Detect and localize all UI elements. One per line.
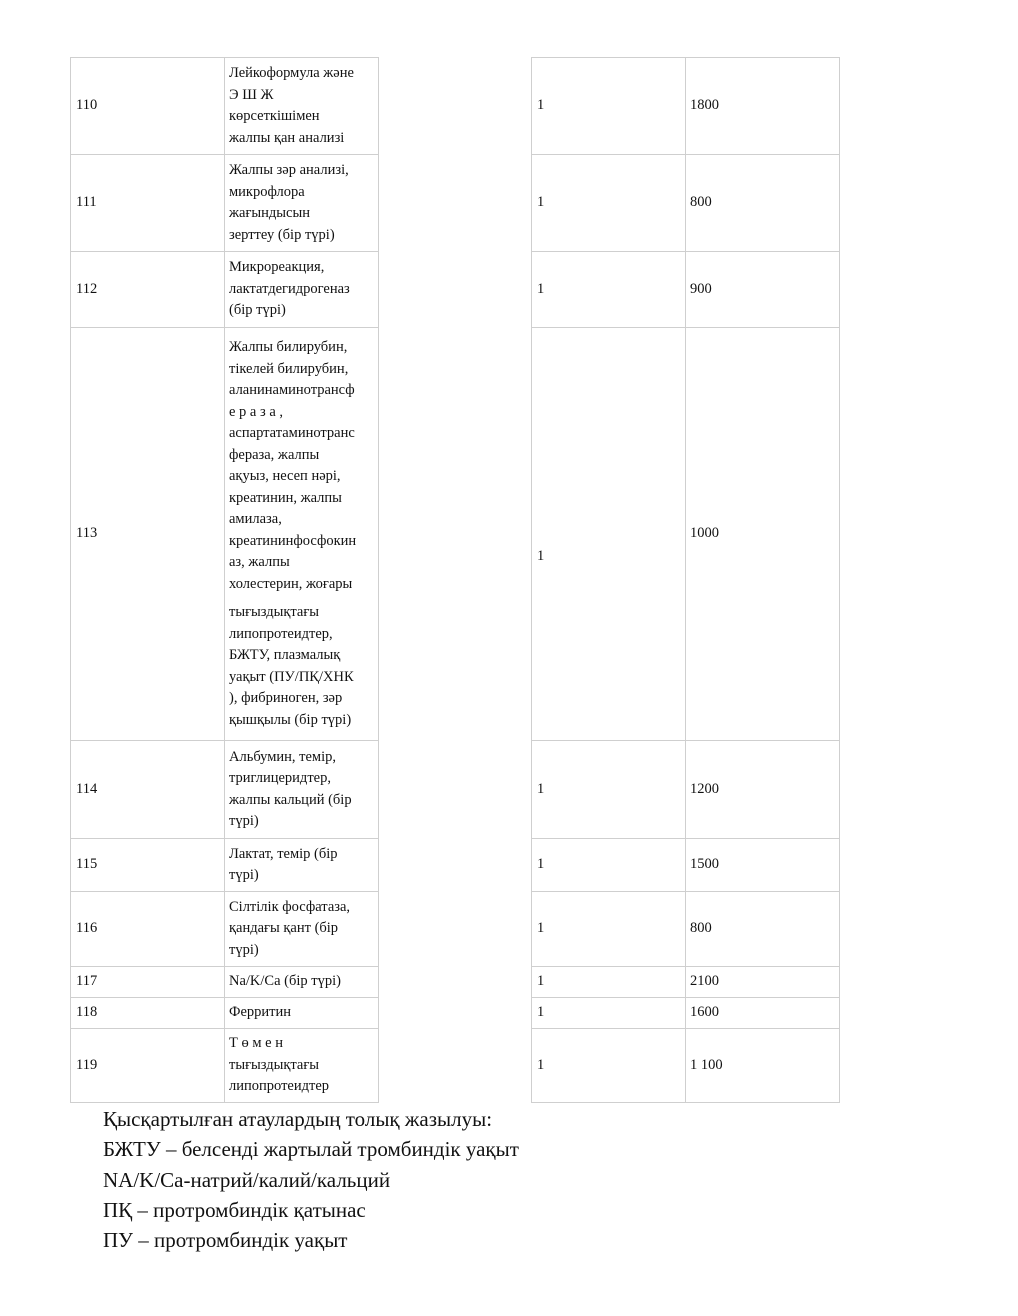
- service-name-cell: [224, 966, 379, 997]
- table-row: [70, 997, 840, 1028]
- table-row: [70, 251, 840, 327]
- quantity: 1: [531, 1028, 685, 1103]
- note-line: NA/K/Ca-натрий/калий/кальций: [103, 1167, 391, 1192]
- service-name: Т ө м е н тығыздықтағы липопротеидтер: [229, 1035, 330, 1095]
- service-name-continued: тығыздықтағы липопротеидтер, БЖТУ, плазмалық уақыт (ПУ/ПҚ/ХНК ), фибриноген, зәр қышқылы (бір түрі): [229, 604, 354, 728]
- service-name: Альбумин, темір, триглицеридтер, жалпы кальций (бір түрі): [229, 748, 352, 829]
- quantity: 1: [531, 251, 685, 327]
- table-row: [70, 327, 840, 740]
- price: 2100: [685, 966, 840, 997]
- price: 800: [685, 891, 840, 966]
- quantity: 1: [531, 740, 685, 838]
- service-name: Сілтілік фосфатаза, қандағы қант (бір түрі): [229, 898, 351, 958]
- price: 1200: [685, 740, 840, 838]
- service-name-cell: [224, 997, 379, 1028]
- note-line: БЖТУ – белсенді жартылай тромбиндік уақыт: [103, 1137, 519, 1162]
- service-name: Na/K/Ca (бір түрі): [229, 973, 341, 990]
- quantity: 1: [531, 997, 685, 1028]
- quantity: 1: [531, 966, 685, 997]
- row-number: 119: [70, 1028, 224, 1103]
- service-name-cell: [224, 327, 379, 740]
- service-name: Жалпы билирубин, тікелей билирубин, аланинаминотрансф е р а з а , аспартатаминотранс фераза, жалпы ақуыз, несеп нәрі, креатинин, жалпы амилаза, креатининфосфокин аз, жалпы холестерин, жоғары: [229, 339, 357, 592]
- row-number: 111: [70, 154, 224, 251]
- table-row: [70, 154, 840, 251]
- row-number: 112: [70, 251, 224, 327]
- service-name-cell: [224, 154, 379, 251]
- table-row: [70, 891, 840, 966]
- price-table: [70, 57, 840, 1103]
- service-name: Лейкоформула және Э Ш Ж көрсеткішімен жалпы қан анализі: [229, 65, 354, 146]
- table-row: [70, 966, 840, 997]
- row-number: 110: [70, 57, 224, 154]
- price: 800: [685, 154, 840, 251]
- price: 1 100: [685, 1028, 840, 1103]
- price: 900: [685, 251, 840, 327]
- table-row: [70, 740, 840, 838]
- service-name-cell: [224, 57, 379, 154]
- row-number: 117: [70, 966, 224, 997]
- service-name-cell: [224, 838, 379, 891]
- service-name: Лактат, темір (бір түрі): [229, 845, 338, 883]
- price: 1500: [685, 838, 840, 891]
- quantity: 1: [531, 57, 685, 154]
- service-name-cell: [224, 251, 379, 327]
- table-row: [70, 57, 840, 154]
- service-name: Ферритин: [229, 1004, 292, 1021]
- row-number: 115: [70, 838, 224, 891]
- quantity: 1: [531, 838, 685, 891]
- service-name-cell: [224, 1028, 379, 1103]
- table-row: [70, 838, 840, 891]
- note-line: ПУ – протромбиндік уақыт: [103, 1228, 348, 1253]
- price: 1800: [685, 57, 840, 154]
- quantity: 1: [531, 891, 685, 966]
- row-number: 113: [70, 327, 224, 740]
- row-number: 118: [70, 997, 224, 1028]
- service-name: Микрореакция, лактатдегидрогеназ (бір түрі): [229, 259, 350, 319]
- quantity: 1: [531, 327, 685, 740]
- row-number: 116: [70, 891, 224, 966]
- note-line: ПҚ – протромбиндік қатынас: [103, 1197, 366, 1222]
- abbreviations-notes: [103, 1104, 519, 1255]
- service-name-cell: [224, 740, 379, 838]
- table-row: [70, 1028, 840, 1103]
- quantity: 1: [531, 154, 685, 251]
- service-name: Жалпы зәр анализі, микрофлора жағындысын зерттеу (бір түрі): [229, 162, 349, 243]
- row-number: 114: [70, 740, 224, 838]
- service-name-cell: [224, 891, 379, 966]
- price: 1000: [685, 327, 840, 740]
- price: 1600: [685, 997, 840, 1028]
- notes-heading: Қысқартылған атаулардың толық жазылуы:: [103, 1107, 493, 1131]
